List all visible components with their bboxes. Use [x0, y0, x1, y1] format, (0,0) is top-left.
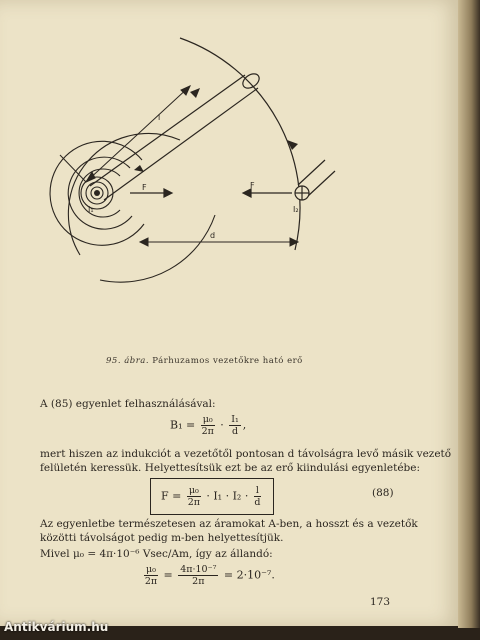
- equation-number: (88): [372, 487, 394, 499]
- label-distance: d: [210, 231, 216, 240]
- fraction-mu-over-2pi-3: $\frac{\text{μ₀}}{2\pi}$: [144, 564, 158, 587]
- conductor-1: [90, 71, 262, 200]
- equation-force-boxed: [150, 478, 274, 515]
- paragraph-2-line-2: felületén keressük. Helyettesítsük ezt be az erő kiindulási egyenletébe:: [40, 462, 421, 474]
- watermark: Antikvárium.hu: [4, 620, 109, 634]
- paragraph-4: Mivel μ₀ = 4π·10⁻⁶ Vsec/Am, így az állandó:: [40, 548, 273, 560]
- fraction-l-over-d: $\frac{l}{d}$: [254, 485, 261, 508]
- label-length: l: [158, 113, 161, 122]
- figure-caption: [106, 356, 303, 366]
- caption-text: Párhuzamos vezetőkre ható erő: [152, 356, 303, 366]
- fraction-4pi-over-2pi: $\frac{\text{4π·10⁻⁷}}{2\pi}$: [180, 564, 217, 587]
- label-i2: I₂: [293, 205, 299, 214]
- label-i1: I₁: [88, 205, 94, 214]
- conductor-2: [295, 160, 335, 200]
- force-middle: · I₁ · I₂ ·: [206, 489, 249, 503]
- label-force-left: F: [142, 183, 147, 192]
- b1-lhs: B₁ =: [170, 418, 196, 432]
- fraction-i1-over-d: $\frac{\text{I₁}}{d}$: [231, 414, 239, 437]
- constant-result: = 2·10⁻⁷.: [223, 568, 275, 582]
- paragraph-3-line-1: Az egyenletbe természetesen az áramokat A-ben, a hosszt és a vezetők: [40, 518, 418, 530]
- fraction-mu-over-2pi-2: $\frac{\text{μ₀}}{2\pi}$: [187, 485, 200, 508]
- distance-dimension: [140, 238, 298, 246]
- paragraph-1: A (85) egyenlet felhasználásával:: [40, 398, 216, 410]
- equation-b1: B₁ = $\frac{\text{μ₀}}{2\pi}$ · $\frac{\text{I₁}}{d}$ ,: [170, 414, 247, 437]
- paragraph-3-line-2: közötti távolságot pedig m-ben helyettesítjük.: [40, 532, 284, 544]
- outer-arc: [180, 38, 300, 250]
- label-force-right: F: [250, 181, 255, 190]
- page-edge: [458, 0, 480, 628]
- fraction-mu-over-2pi: $\frac{\text{μ₀}}{2\pi}$: [201, 414, 214, 437]
- force-lhs: F =: [161, 489, 182, 503]
- page-number: 173: [370, 596, 391, 608]
- force-arrows: [130, 189, 292, 197]
- equation-constant: $\frac{\text{μ₀}}{2\pi}$ = $\frac{\text{4π·10⁻⁷}}{2\pi}$ = 2·10⁻⁷.: [144, 564, 275, 587]
- conductor-1-cross-section: [94, 190, 100, 196]
- caption-number: 95. ábra.: [106, 356, 150, 366]
- paragraph-2-line-1: mert hiszen az indukciót a vezetőtől pontosan d távolságra levő másik vezető: [40, 448, 452, 460]
- parallel-conductors-figure: [40, 20, 340, 350]
